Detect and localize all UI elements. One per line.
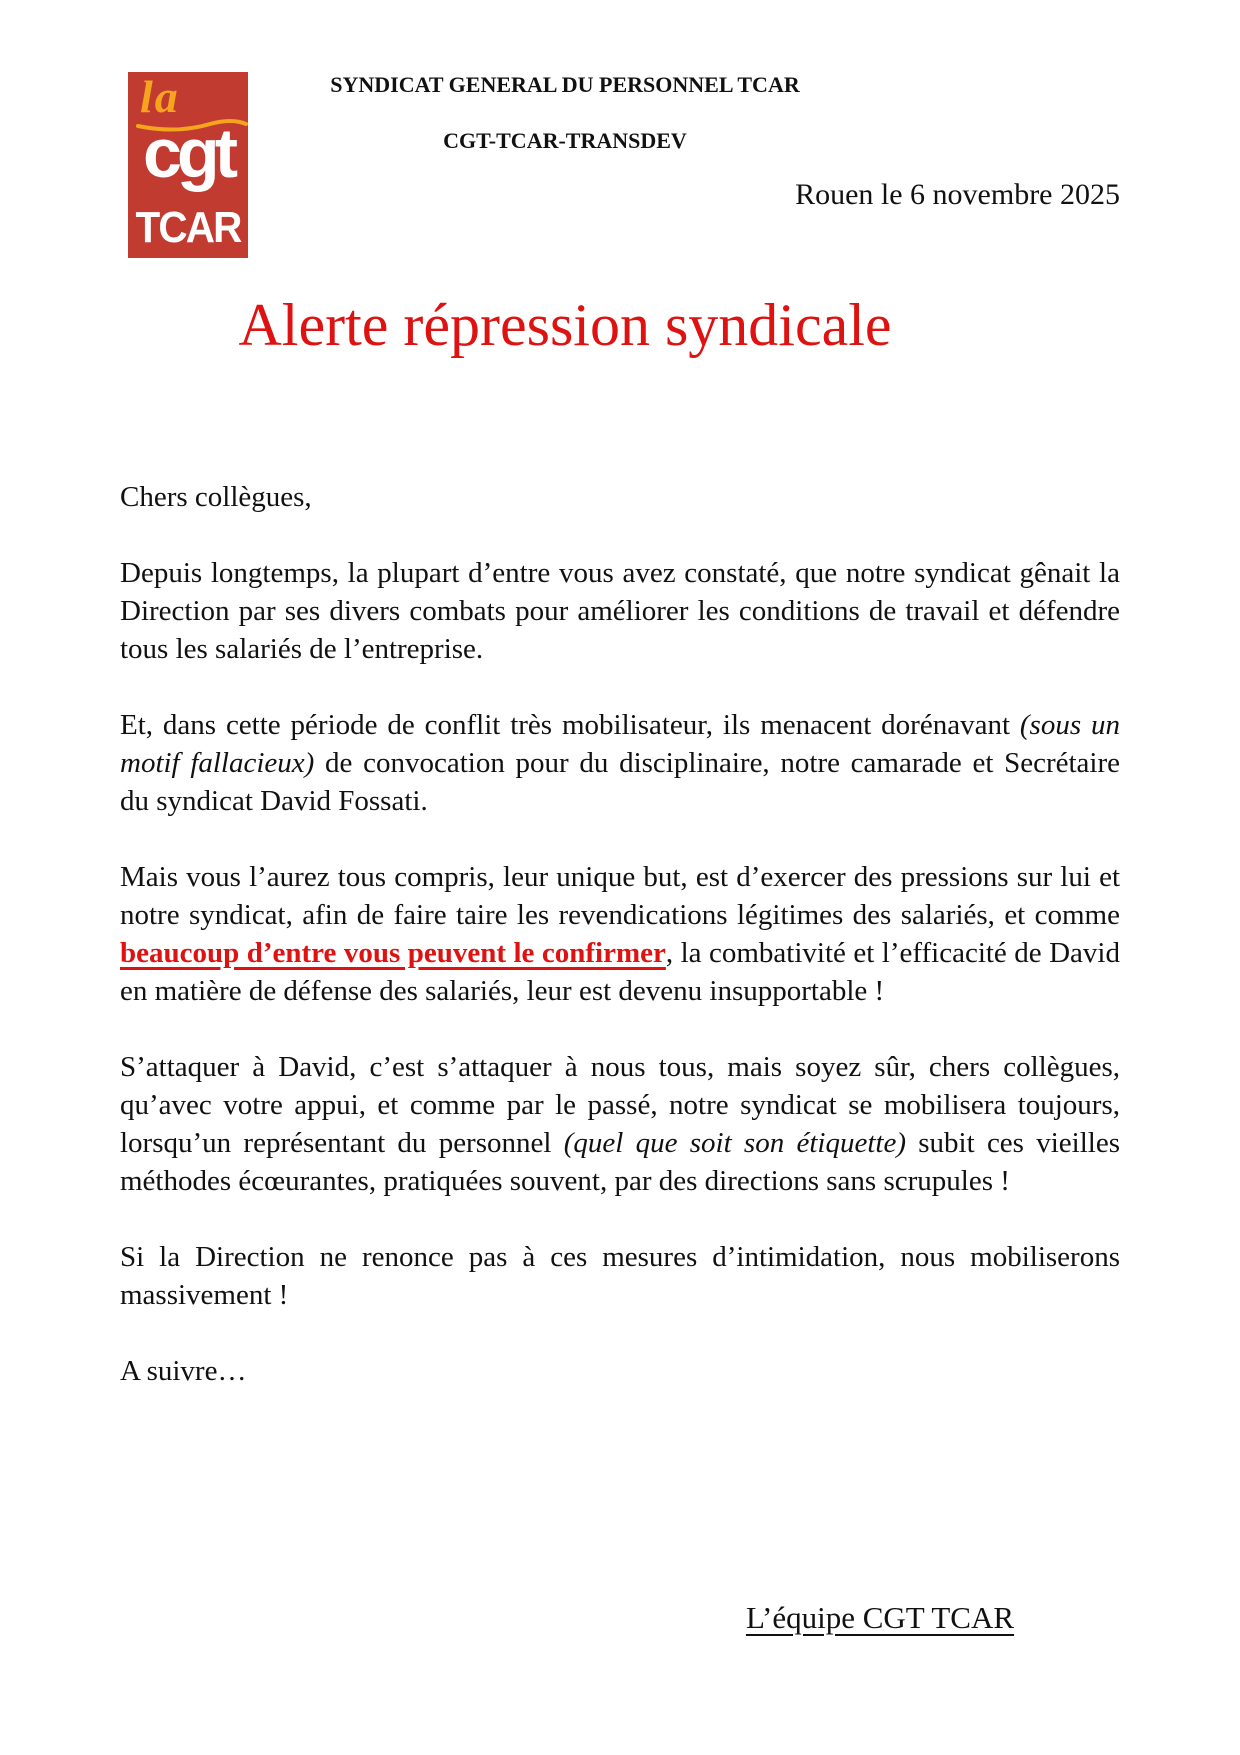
logo-cgt-text: cgt [143, 114, 233, 192]
italic-text: (quel que soit son étiquette) [563, 1127, 906, 1159]
text-run: S’attaquer à David, c’est s’attaquer à nous tous, mais soyez sûr, chers collègues, qu’avec votre appui, et comme par le passé, notre syndicat se mobilisera toujours, lorsqu’un représentant du personnel [120, 1051, 1120, 1159]
text-run: , la combativité et l’efficacité de David en matière de défense des salariés, leur est devenu insupportable ! [120, 937, 1120, 1007]
emphasis-red-text: beaucoup d’entre vous peuvent le confirmer [120, 937, 666, 969]
text-run: subit ces vieilles méthodes écœurantes, pratiquées souvent, par des directions sans scrupules ! [120, 1127, 1121, 1197]
page-title: Alerte répression syndicale [238, 292, 892, 358]
paragraph [120, 858, 1120, 1010]
text-run: Depuis longtemps, la plupart d’entre vous avez constaté, que notre syndicat gênait la Direction par ses divers combats pour améliorer les conditions de travail et défendre tous les salariés de l’entreprise. [120, 557, 1120, 665]
closing-line: A suivre… [120, 1355, 247, 1387]
body-paragraphs [120, 554, 1120, 1314]
text-run: de convocation pour du disciplinaire, notre camarade et Secrétaire du syndicat David Fossati. [120, 747, 1120, 817]
text-run: Mais vous l’aurez tous compris, leur unique but, est d’exercer des pressions sur lui et notre syndicat, afin de faire taire les revendications légitimes des salariés, et comme [120, 861, 1120, 931]
italic-text: (sous un motif fallacieux) [120, 709, 1120, 779]
signature: L’équipe CGT TCAR [745, 1600, 1015, 1635]
paragraph [120, 706, 1120, 820]
logo-la-script: la [140, 71, 180, 122]
header-organization: SYNDICAT GENERAL DU PERSONNEL TCAR [330, 72, 800, 97]
text-run: Et, dans cette période de conflit très mobilisateur, ils menacent dorénavant [120, 709, 1020, 741]
body-text [120, 478, 1120, 1428]
header-union-name: CGT-TCAR-TRANSDEV [443, 128, 687, 153]
paragraph [120, 1048, 1120, 1200]
cgt-tcar-logo [128, 72, 248, 258]
paragraph [120, 554, 1120, 668]
salutation: Chers collègues, [120, 481, 312, 513]
text-run: Si la Direction ne renonce pas à ces mesures d’intimidation, nous mobiliserons massivement ! [120, 1241, 1120, 1311]
logo-tcar-text: TCAR [135, 203, 241, 252]
date-line: Rouen le 6 novembre 2025 [795, 178, 1120, 211]
paragraph [120, 1238, 1120, 1314]
